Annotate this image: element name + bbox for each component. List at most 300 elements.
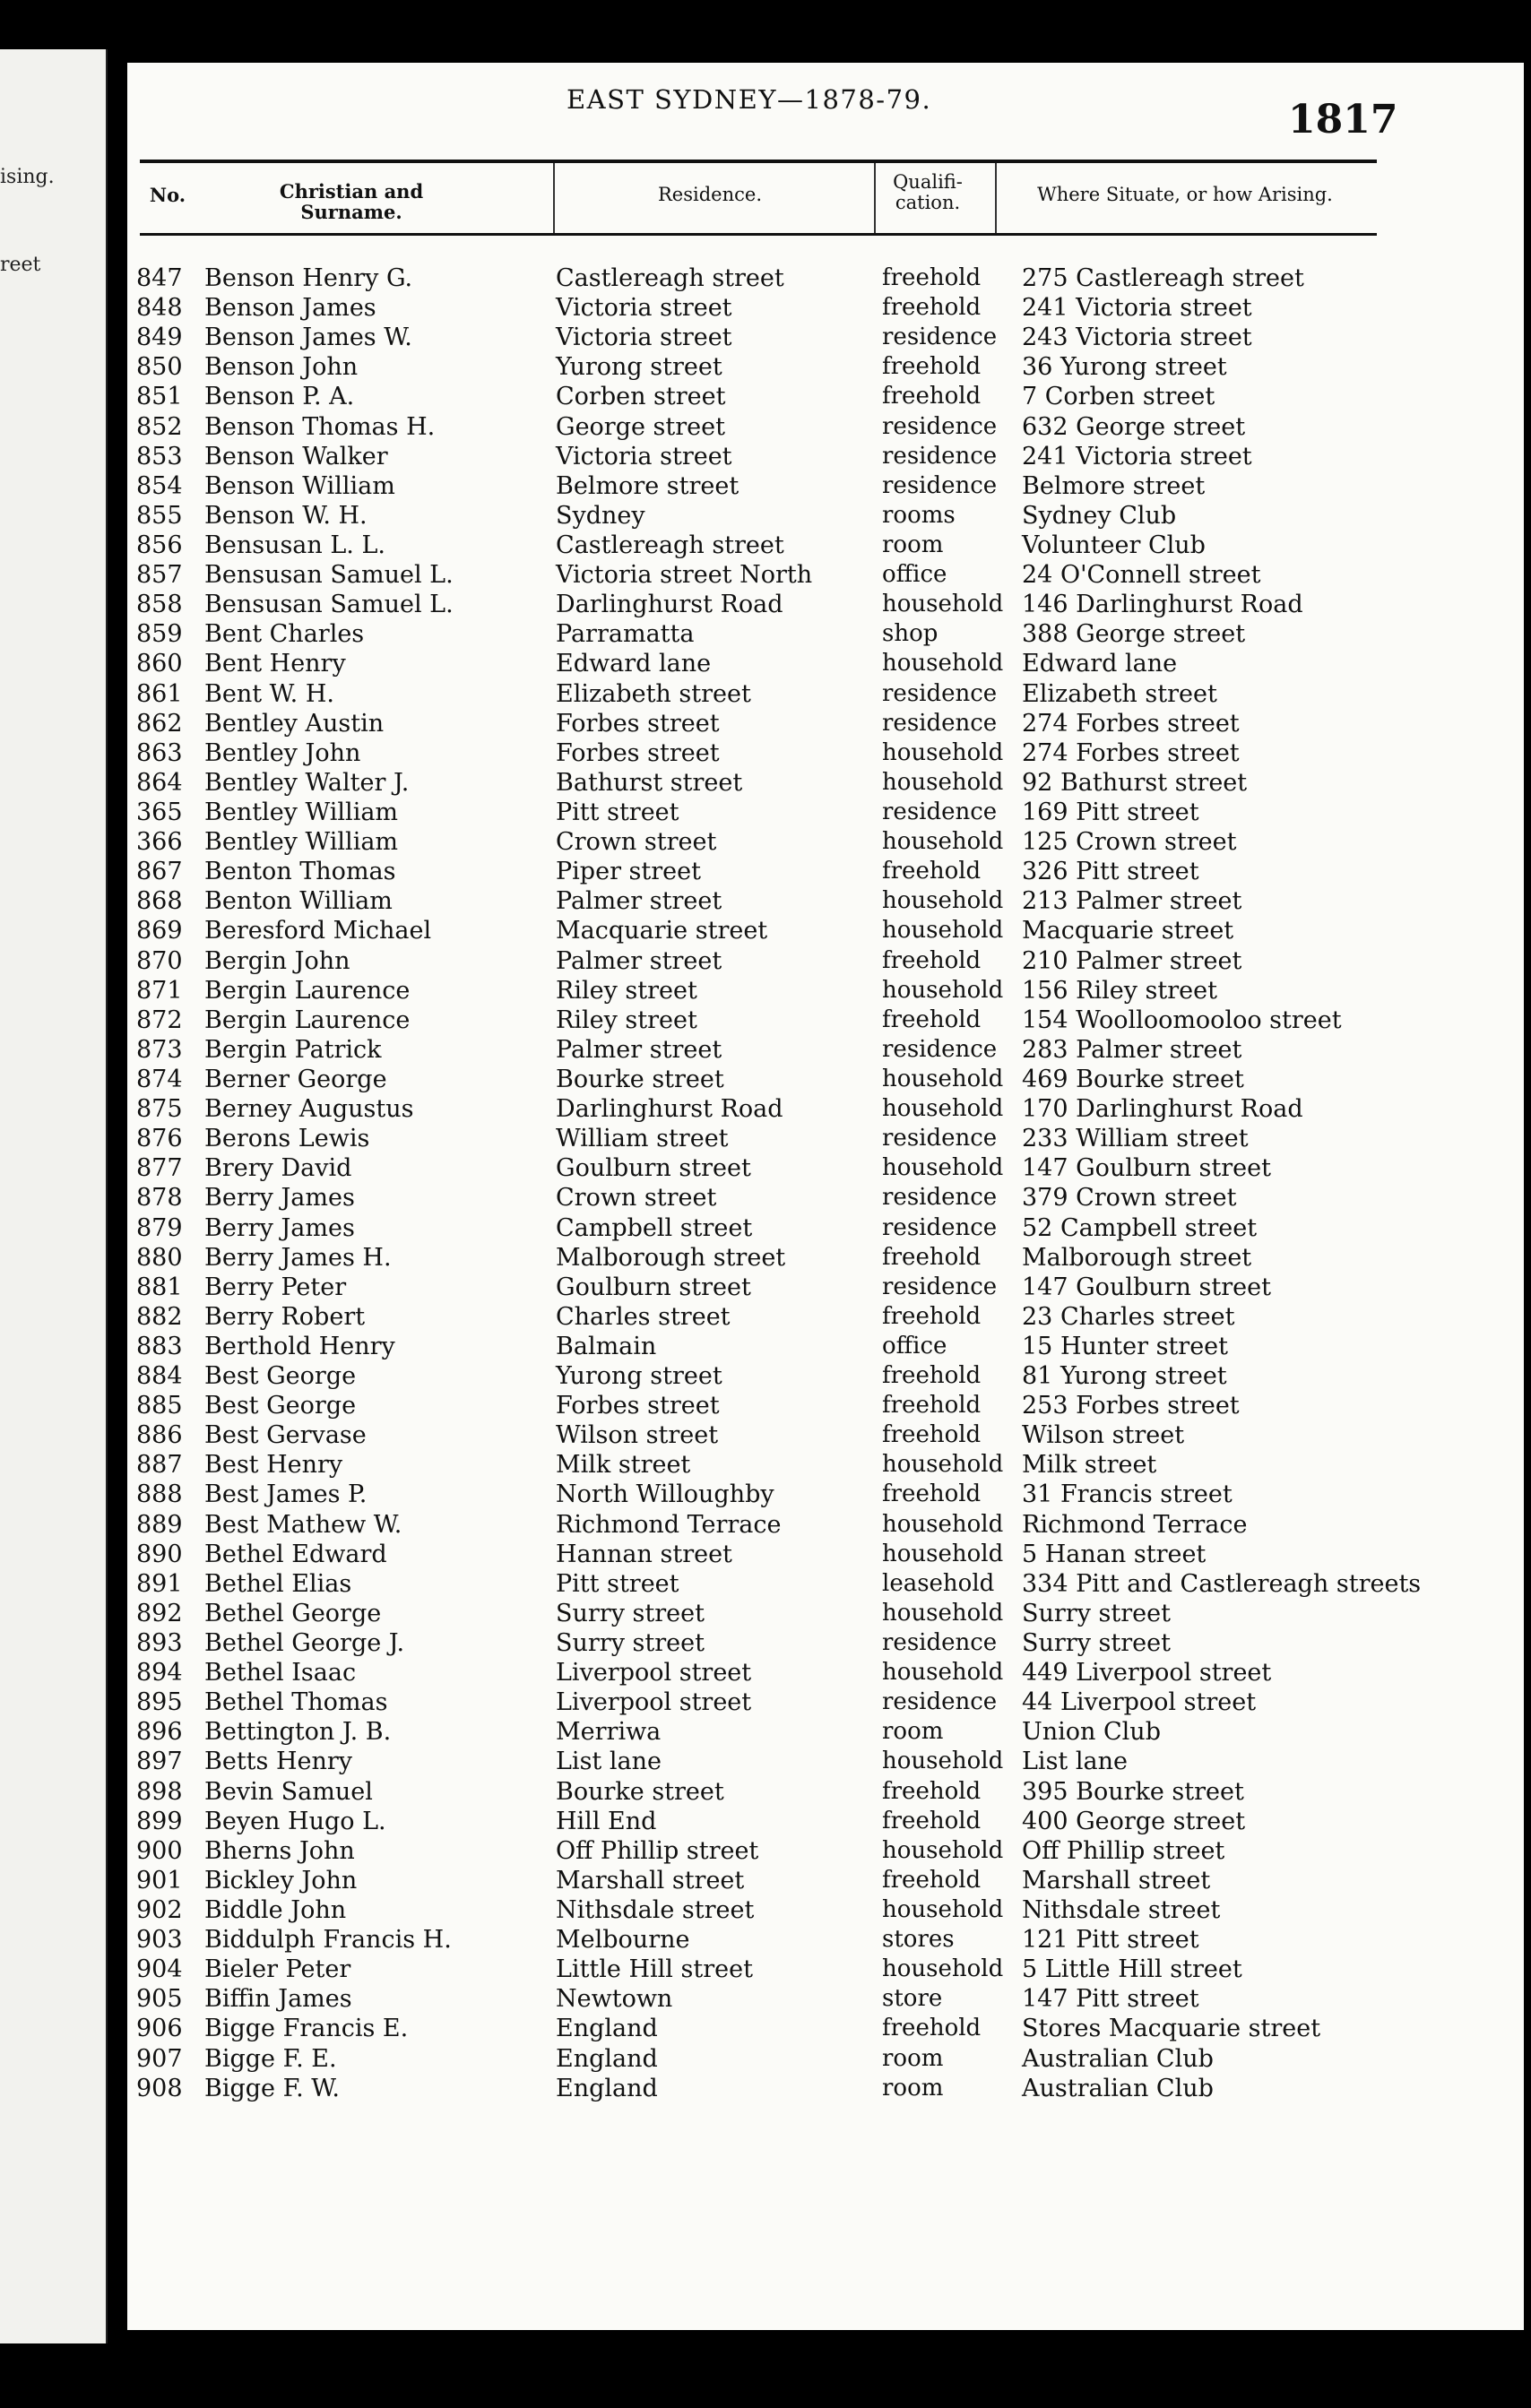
entry-number: 908 xyxy=(136,2074,183,2102)
entry-residence: Merriwa xyxy=(556,1718,662,1747)
table-row xyxy=(127,1480,1524,1509)
entry-qualification: residence xyxy=(882,324,998,351)
entry-number: 881 xyxy=(136,1273,183,1301)
table-row xyxy=(127,1984,1524,2014)
entry-where-situate: Macquarie street xyxy=(1022,917,1234,945)
entry-where-situate: 5 Hanan street xyxy=(1022,1540,1207,1568)
entry-name: Benson William xyxy=(204,471,395,500)
table-row xyxy=(127,1153,1524,1183)
entry-qualification: household xyxy=(882,1095,1004,1123)
entry-qualification: freehold xyxy=(882,946,982,974)
entry-qualification: household xyxy=(882,1955,1004,1983)
entry-where-situate: 400 George street xyxy=(1022,1807,1246,1835)
entry-number: 874 xyxy=(136,1065,183,1093)
entry-residence: England xyxy=(556,2074,658,2102)
header-rule-bottom xyxy=(140,233,1377,236)
entry-number: 899 xyxy=(136,1807,183,1835)
table-row xyxy=(127,531,1524,560)
entry-number: 873 xyxy=(136,1035,183,1064)
entry-where-situate: 92 Bathurst street xyxy=(1022,768,1248,797)
entry-name: Benson P. A. xyxy=(204,383,355,411)
entry-where-situate: 395 Bourke street xyxy=(1022,1777,1244,1806)
entries-list xyxy=(127,263,1524,2103)
entry-where-situate: 283 Palmer street xyxy=(1022,1035,1242,1064)
table-row xyxy=(127,1420,1524,1450)
table-row xyxy=(127,501,1524,531)
entry-residence: Forbes street xyxy=(556,1392,720,1420)
table-row xyxy=(127,1687,1524,1717)
entry-number: 366 xyxy=(136,828,183,857)
entry-where-situate: 210 Palmer street xyxy=(1022,946,1242,975)
entry-name: Bentley William xyxy=(204,798,399,826)
entry-qualification: rooms xyxy=(882,501,956,529)
entry-qualification: residence xyxy=(882,412,998,440)
entry-where-situate: Elizabeth street xyxy=(1022,679,1217,708)
entry-where-situate: 169 Pitt street xyxy=(1022,798,1199,826)
entry-qualification: household xyxy=(882,917,1004,945)
column-header-residence: Residence. xyxy=(658,184,762,205)
entry-qualification: residence xyxy=(882,471,998,499)
entry-number: 849 xyxy=(136,324,183,352)
entry-where-situate: 121 Pitt street xyxy=(1022,1926,1199,1955)
entry-number: 867 xyxy=(136,858,183,886)
entry-number: 877 xyxy=(136,1154,183,1183)
entry-name: Betts Henry xyxy=(204,1748,353,1776)
entry-where-situate: 274 Forbes street xyxy=(1022,738,1240,767)
entry-name: Berons Lewis xyxy=(204,1125,370,1153)
entry-name: Benton Thomas xyxy=(204,858,396,886)
entry-qualification: residence xyxy=(882,709,998,737)
entry-number: 876 xyxy=(136,1125,183,1153)
entry-qualification: household xyxy=(882,976,1004,1004)
entry-number: 905 xyxy=(136,1985,183,2014)
entry-number: 859 xyxy=(136,620,183,649)
entry-name: Bensusan Samuel L. xyxy=(204,591,454,619)
entry-number: 858 xyxy=(136,591,183,619)
table-row xyxy=(127,1213,1524,1243)
table-row xyxy=(127,1302,1524,1332)
table-row xyxy=(127,1124,1524,1153)
entry-residence: Pitt street xyxy=(556,798,679,826)
entry-qualification: freehold xyxy=(882,858,982,885)
entry-residence: Surry street xyxy=(556,1629,705,1658)
entry-number: 878 xyxy=(136,1184,183,1213)
entry-where-situate: 36 Yurong street xyxy=(1022,353,1227,382)
entry-residence: North Willoughby xyxy=(556,1480,774,1509)
entry-where-situate: Richmond Terrace xyxy=(1022,1510,1248,1539)
entry-where-situate: 23 Charles street xyxy=(1022,1302,1235,1331)
entry-residence: Balmain xyxy=(556,1332,657,1360)
column-header-no: No. xyxy=(149,184,186,206)
table-row xyxy=(127,293,1524,323)
entry-qualification: freehold xyxy=(882,1866,982,1894)
entry-where-situate: 147 Goulburn street xyxy=(1022,1154,1271,1183)
entry-qualification: freehold xyxy=(882,1362,982,1390)
table-row xyxy=(127,738,1524,768)
table-row xyxy=(127,857,1524,886)
entry-number: 869 xyxy=(136,917,183,945)
entry-name: Biddulph Francis H. xyxy=(204,1926,452,1955)
column-header-name: Christian and Surname. xyxy=(279,180,424,223)
entry-where-situate: 15 Hunter street xyxy=(1022,1332,1229,1360)
entry-qualification: residence xyxy=(882,1273,998,1300)
entry-qualification: freehold xyxy=(882,1243,982,1271)
table-row xyxy=(127,1183,1524,1213)
entry-qualification: household xyxy=(882,887,1004,915)
entry-residence: Liverpool street xyxy=(556,1688,752,1717)
entry-number: 861 xyxy=(136,679,183,708)
entry-where-situate: Sydney Club xyxy=(1022,501,1177,530)
entry-where-situate: 125 Crown street xyxy=(1022,828,1237,857)
entry-name: Best George xyxy=(204,1362,357,1391)
entry-name: Beresford Michael xyxy=(204,917,432,945)
entry-where-situate: 274 Forbes street xyxy=(1022,709,1240,738)
entry-residence: Edward lane xyxy=(556,650,712,678)
entry-residence: Palmer street xyxy=(556,946,722,975)
table-row xyxy=(127,442,1524,471)
entry-residence: Richmond Terrace xyxy=(556,1510,782,1539)
entry-residence: Campbell street xyxy=(556,1213,753,1242)
table-row xyxy=(127,946,1524,976)
entry-residence: Yurong street xyxy=(556,1362,722,1391)
table-row xyxy=(127,619,1524,649)
entry-number: 906 xyxy=(136,2015,183,2043)
entry-number: 879 xyxy=(136,1213,183,1242)
table-row xyxy=(127,1361,1524,1391)
entry-number: 884 xyxy=(136,1362,183,1391)
entry-number: 901 xyxy=(136,1866,183,1894)
entry-residence: England xyxy=(556,2015,658,2043)
entry-number: 872 xyxy=(136,1005,183,1034)
entry-number: 863 xyxy=(136,738,183,767)
register-page xyxy=(127,63,1524,2330)
entry-residence: Malborough street xyxy=(556,1243,786,1272)
entry-qualification: residence xyxy=(882,679,998,707)
entry-number: 862 xyxy=(136,709,183,738)
entry-residence: Milk street xyxy=(556,1451,691,1480)
entry-number: 887 xyxy=(136,1451,183,1480)
entry-residence: Nithsdale street xyxy=(556,1896,755,1925)
entry-number: 853 xyxy=(136,442,183,470)
entry-where-situate: 5 Little Hill street xyxy=(1022,1955,1242,1984)
entry-qualification: household xyxy=(882,1510,1004,1538)
table-row xyxy=(127,798,1524,827)
entry-residence: Hill End xyxy=(556,1807,657,1835)
entry-qualification: room xyxy=(882,531,944,558)
entry-qualification: freehold xyxy=(882,1302,982,1330)
entry-qualification: freehold xyxy=(882,1480,982,1508)
entry-residence: Wilson street xyxy=(556,1421,719,1450)
entry-name: Bettington J. B. xyxy=(204,1718,392,1747)
entry-name: Best Mathew W. xyxy=(204,1510,402,1539)
entry-name: Berner George xyxy=(204,1065,387,1093)
table-row xyxy=(127,1777,1524,1807)
entry-where-situate: Milk street xyxy=(1022,1451,1157,1480)
entry-qualification: freehold xyxy=(882,1421,982,1449)
entry-residence: List lane xyxy=(556,1748,662,1776)
entry-residence: Hannan street xyxy=(556,1540,732,1568)
entry-number: 860 xyxy=(136,650,183,678)
entry-residence: Bathurst street xyxy=(556,768,743,797)
column-divider xyxy=(553,163,555,233)
entry-number: 886 xyxy=(136,1421,183,1450)
entry-number: 851 xyxy=(136,383,183,411)
entry-number: 895 xyxy=(136,1688,183,1717)
table-row xyxy=(127,976,1524,1005)
entry-where-situate: 632 George street xyxy=(1022,412,1246,441)
entry-number: 883 xyxy=(136,1332,183,1360)
entry-name: Benson Walker xyxy=(204,442,388,470)
entry-where-situate: Surry street xyxy=(1022,1599,1171,1627)
entry-qualification: residence xyxy=(882,1184,998,1212)
entry-name: Berthold Henry xyxy=(204,1332,395,1360)
table-row xyxy=(127,1658,1524,1687)
entry-qualification: freehold xyxy=(882,294,982,322)
table-row xyxy=(127,2074,1524,2103)
entry-residence: Macquarie street xyxy=(556,917,768,945)
entry-residence: Bourke street xyxy=(556,1777,724,1806)
page-number: 1817 xyxy=(1288,97,1398,142)
entry-qualification: office xyxy=(882,561,947,589)
entry-number: 848 xyxy=(136,294,183,323)
entry-qualification: household xyxy=(882,1599,1004,1627)
entry-qualification: household xyxy=(882,1154,1004,1182)
table-row xyxy=(127,590,1524,619)
table-row xyxy=(127,1273,1524,1302)
entry-where-situate: 213 Palmer street xyxy=(1022,887,1242,916)
table-row xyxy=(127,2014,1524,2043)
entry-residence: Crown street xyxy=(556,1184,717,1213)
entry-number: 888 xyxy=(136,1480,183,1509)
entry-residence: Victoria street xyxy=(556,442,732,470)
entry-qualification: store xyxy=(882,1985,943,2013)
entry-qualification: residence xyxy=(882,442,998,470)
entry-name: Benson Henry G. xyxy=(204,264,413,292)
entry-name: Bent Charles xyxy=(204,620,365,649)
entry-where-situate: 469 Bourke street xyxy=(1022,1065,1244,1093)
entry-qualification: freehold xyxy=(882,1392,982,1420)
table-row xyxy=(127,1094,1524,1124)
entry-where-situate: 449 Liverpool street xyxy=(1022,1659,1272,1687)
table-row xyxy=(127,1005,1524,1035)
table-row xyxy=(127,1628,1524,1658)
entry-residence: Victoria street xyxy=(556,324,732,352)
entry-residence: Victoria street xyxy=(556,294,732,323)
entry-qualification: residence xyxy=(882,798,998,825)
entry-name: Bensusan L. L. xyxy=(204,531,385,559)
entry-qualification: residence xyxy=(882,1629,998,1657)
entry-name: Bentley Walter J. xyxy=(204,768,410,797)
entry-qualification: household xyxy=(882,1451,1004,1479)
table-row xyxy=(127,1510,1524,1540)
entry-name: Bergin John xyxy=(204,946,350,975)
table-row xyxy=(127,323,1524,352)
entry-qualification: shop xyxy=(882,620,938,648)
entry-number: 852 xyxy=(136,412,183,441)
entry-where-situate: Malborough street xyxy=(1022,1243,1252,1272)
entry-qualification: residence xyxy=(882,1213,998,1241)
entry-name: Benson John xyxy=(204,353,359,382)
column-divider xyxy=(874,163,876,233)
table-row xyxy=(127,916,1524,945)
entry-where-situate: 31 Francis street xyxy=(1022,1480,1233,1509)
entry-name: Benson W. H. xyxy=(204,501,368,530)
entry-residence: Riley street xyxy=(556,976,697,1005)
table-row xyxy=(127,1243,1524,1273)
entry-number: 900 xyxy=(136,1836,183,1865)
entry-where-situate: Edward lane xyxy=(1022,650,1178,678)
entry-where-situate: 379 Crown street xyxy=(1022,1184,1237,1213)
entry-where-situate: Volunteer Club xyxy=(1022,531,1206,559)
entry-where-situate: 147 Goulburn street xyxy=(1022,1273,1271,1301)
table-row xyxy=(127,709,1524,738)
column-header-where: Where Situate, or how Arising. xyxy=(1037,184,1333,205)
entry-number: 850 xyxy=(136,353,183,382)
entry-residence: Victoria street North xyxy=(556,561,813,590)
entry-qualification: freehold xyxy=(882,1005,982,1033)
entry-qualification: freehold xyxy=(882,383,982,410)
entry-qualification: office xyxy=(882,1332,947,1359)
entry-where-situate: Union Club xyxy=(1022,1718,1161,1747)
entry-residence: Darlinghurst Road xyxy=(556,591,783,619)
entry-number: 847 xyxy=(136,264,183,292)
entry-residence: Little Hill street xyxy=(556,1955,753,1984)
entry-name: Bentley John xyxy=(204,738,361,767)
entry-number: 882 xyxy=(136,1302,183,1331)
entry-where-situate: Wilson street xyxy=(1022,1421,1185,1450)
entry-name: Bergin Laurence xyxy=(204,976,411,1005)
entry-number: 864 xyxy=(136,768,183,797)
entry-where-situate: Belmore street xyxy=(1022,471,1206,500)
table-row xyxy=(127,560,1524,590)
entry-residence: Yurong street xyxy=(556,353,722,382)
entry-number: 893 xyxy=(136,1629,183,1658)
entry-where-situate: 233 William street xyxy=(1022,1125,1249,1153)
entry-name: Berry Peter xyxy=(204,1273,347,1301)
entry-name: Bherns John xyxy=(204,1836,355,1865)
entry-residence: Sydney xyxy=(556,501,645,530)
entry-number: 880 xyxy=(136,1243,183,1272)
entry-number: 855 xyxy=(136,501,183,530)
table-row xyxy=(127,1540,1524,1569)
entry-name: Benson James xyxy=(204,294,376,323)
entry-number: 898 xyxy=(136,1777,183,1806)
page-title: EAST SYDNEY—1878-79. xyxy=(567,84,932,115)
entry-where-situate: 147 Pitt street xyxy=(1022,1985,1199,2014)
entry-name: Bethel George J. xyxy=(204,1629,405,1658)
entry-name: Bigge F. W. xyxy=(204,2074,340,2102)
entry-name: Bergin Laurence xyxy=(204,1005,411,1034)
entry-number: 870 xyxy=(136,946,183,975)
entry-number: 891 xyxy=(136,1569,183,1598)
entry-name: Benton William xyxy=(204,887,393,916)
entry-name: Bergin Patrick xyxy=(204,1035,382,1064)
entry-number: 875 xyxy=(136,1095,183,1124)
entry-qualification: household xyxy=(882,1836,1004,1864)
entry-where-situate: 243 Victoria street xyxy=(1022,324,1252,352)
entry-residence: Parramatta xyxy=(556,620,695,649)
entry-residence: William street xyxy=(556,1125,729,1153)
table-row xyxy=(127,649,1524,678)
entry-where-situate: Marshall street xyxy=(1022,1866,1211,1894)
entry-residence: Bourke street xyxy=(556,1065,724,1093)
entry-where-situate: 52 Campbell street xyxy=(1022,1213,1258,1242)
table-row xyxy=(127,2044,1524,2074)
table-row xyxy=(127,1807,1524,1836)
entry-residence: Marshall street xyxy=(556,1866,745,1894)
entry-number: 903 xyxy=(136,1926,183,1955)
left-page-edge xyxy=(0,49,108,2343)
entry-qualification: residence xyxy=(882,1125,998,1152)
entry-name: Best Henry xyxy=(204,1451,343,1480)
entry-name: Benson Thomas H. xyxy=(204,412,436,441)
entry-residence: Crown street xyxy=(556,828,717,857)
entry-qualification: room xyxy=(882,2074,944,2102)
entry-residence: Corben street xyxy=(556,383,726,411)
entry-residence: Castlereagh street xyxy=(556,531,784,559)
entry-qualification: room xyxy=(882,1718,944,1746)
entry-qualification: freehold xyxy=(882,264,982,291)
entry-name: Biffin James xyxy=(204,1985,352,2014)
table-row xyxy=(127,1836,1524,1866)
table-row xyxy=(127,1895,1524,1925)
entry-residence: George street xyxy=(556,412,725,441)
entry-name: Bentley Austin xyxy=(204,709,385,738)
entry-number: 902 xyxy=(136,1896,183,1925)
table-row xyxy=(127,679,1524,709)
entry-where-situate: Nithsdale street xyxy=(1022,1896,1221,1925)
entry-qualification: household xyxy=(882,1065,1004,1092)
entry-where-situate: 146 Darlinghurst Road xyxy=(1022,591,1303,619)
entry-where-situate: 81 Yurong street xyxy=(1022,1362,1227,1391)
table-row xyxy=(127,1955,1524,1984)
table-row xyxy=(127,886,1524,916)
entry-qualification: stores xyxy=(882,1926,955,1954)
entry-number: 896 xyxy=(136,1718,183,1747)
table-row xyxy=(127,382,1524,411)
entry-name: Bickley John xyxy=(204,1866,358,1894)
entry-qualification: leasehold xyxy=(882,1569,995,1597)
entry-number: 885 xyxy=(136,1392,183,1420)
entry-qualification: room xyxy=(882,2044,944,2072)
entry-residence: Castlereagh street xyxy=(556,264,784,292)
entry-qualification: household xyxy=(882,738,1004,766)
entry-qualification: freehold xyxy=(882,1777,982,1805)
entry-name: Bethel Isaac xyxy=(204,1659,357,1687)
entry-where-situate: 44 Liverpool street xyxy=(1022,1688,1257,1717)
column-header-qualification: Qualifi-cation. xyxy=(893,171,963,213)
entry-where-situate: 241 Victoria street xyxy=(1022,294,1252,323)
entry-name: Berney Augustus xyxy=(204,1095,414,1124)
entry-residence: Belmore street xyxy=(556,471,740,500)
entry-where-situate: 388 George street xyxy=(1022,620,1246,649)
entry-qualification: freehold xyxy=(882,353,982,381)
entry-name: Brery David xyxy=(204,1154,352,1183)
entry-number: 868 xyxy=(136,887,183,916)
table-row xyxy=(127,1391,1524,1420)
entry-number: 889 xyxy=(136,1510,183,1539)
entry-qualification: household xyxy=(882,1748,1004,1775)
entry-qualification: residence xyxy=(882,1688,998,1716)
table-row xyxy=(127,1450,1524,1480)
entry-residence: Surry street xyxy=(556,1599,705,1627)
entry-name: Beyen Hugo L. xyxy=(204,1807,386,1835)
table-row xyxy=(127,1866,1524,1895)
entry-residence: Off Phillip street xyxy=(556,1836,759,1865)
entry-residence: Newtown xyxy=(556,1985,673,2014)
left-page-fragment: reet xyxy=(0,254,41,276)
entry-residence: Palmer street xyxy=(556,887,722,916)
